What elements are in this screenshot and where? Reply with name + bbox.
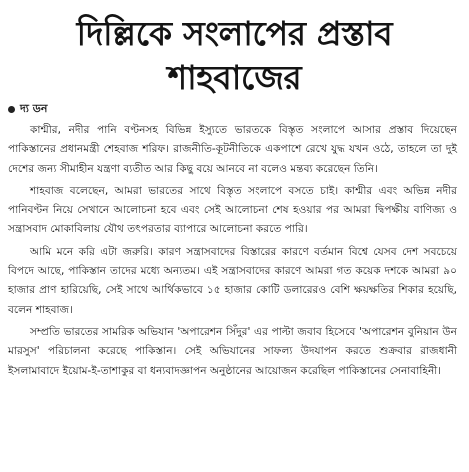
headline-line-1: দিল্লিকে সংলাপের প্রস্তাব	[76, 14, 393, 53]
paragraph-3: আমি মনে করি এটা জরুরি। কারণ সন্ত্রাসবাদের বিস্তারের কারণে বর্তমান বিশ্বে যেসব দেশ সবচেয়ে বিপদে আছে, পাকিস্তান তাদের মধ্যে অন্যতম। এই সন্ত্রাসবাদের কারণে আমরা গত কয়েক দশকে আমরা ৯০ হাজার প্রাণ হারিয়েছি, সেই সাথে আর্থিকভাবে ১৫ হাজার কোটি ডলারেরও বেশি ক্ষয়ক্ষতির শিকার হয়েছি, বলেন শাহবাজ।	[8, 245, 457, 316]
byline-source: দ্য ডন	[20, 101, 48, 115]
bullet-icon	[8, 106, 15, 113]
paragraph-1: কাশ্মীর, নদীর পানি বণ্টনসহ বিভিন্ন ইস্যুতে ভারতকে বিস্তৃত সংলাপে আসার প্রস্তাব দিয়েছেন পাকিস্তানের প্রধানমন্ত্রী শেহবাজ শরিফ। রাজনীতি-কূটনীতিকে একপাশে রেখে যুদ্ধ যখন ওঠে, তাহলে তা দুই দেশের জন্য সীমাহীন যন্ত্রণা ব্যতীত আর কিছু বয়ে আনবে না বলেও মন্তব্য করেছেন তিনি।	[8, 124, 457, 175]
headline-line-2: শাহবাজের	[167, 58, 302, 97]
paragraph-4: সম্প্রতি ভারতের সামরিক অভিযান 'অপারেশন সিঁদুর' এর পাল্টা জবাব হিসেবে 'অপারেশন বুনিয়ান উন মারসুস' পরিচালনা করেছে পাকিস্তান। সেই অভিযানের সাফল্য উদযাপন করতে শুক্রবার রাজধানী ইসলামাবাদে ইয়োম-ই-তাশাকুর বা ধন্যবাদজ্ঞাপন অনুষ্ঠানের আয়োজন করেছিল পাকিস্তানের সেনাবাহিনী।	[8, 325, 457, 377]
byline	[8, 100, 47, 118]
paragraph-2: শাহবাজ বলেছেন, আমরা ভারতের সাথে বিস্তৃত সংলাপে বসতে চাই। কাশ্মীর এবং অভিন্ন নদীর পানিবণ্টন নিয়ে সেখানে আলোচনা হবে এবং সেই আলোচনা শেষ হওয়ার পর আমরা দ্বিপক্ষীয় বাণিজ্য ও সন্ত্রাসবাদ মোকাবিলায় যৌথ তৎপরতার ব্যাপারে আলোচনা করতে পারি।	[8, 184, 457, 236]
article-body	[8, 121, 457, 384]
headline	[0, 12, 469, 100]
